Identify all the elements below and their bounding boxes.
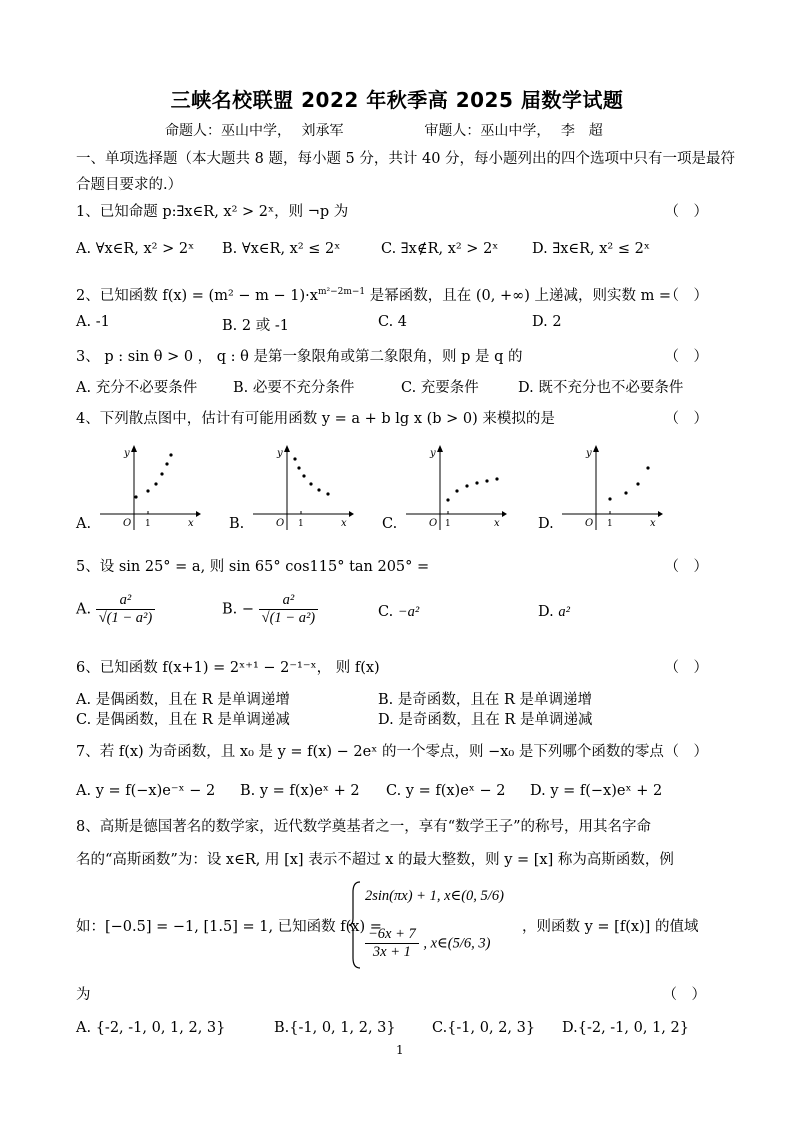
q2-stem-exponent: m²−2m−1 [317, 287, 366, 298]
q8-option-a: A. {-2, -1, 0, 1, 2, 3} [76, 1020, 226, 1036]
q3-paren: （ ） [664, 349, 708, 365]
q4-option-c: C. [382, 516, 398, 532]
q2-option-c: C. 4 [378, 314, 408, 330]
q4a-x-label: x [188, 518, 194, 529]
q5-option-a [76, 592, 155, 627]
q2-stem [76, 284, 671, 305]
q4-graph-c [402, 444, 507, 532]
page-number: 1 [396, 1043, 404, 1057]
q8-line3-a: 如：[−0.5] = −1, [1.5] = 1, 已知函数 f(x) = [76, 919, 382, 935]
q5-option-d-value: a² [558, 604, 570, 620]
q5-option-b-minus: − [241, 601, 255, 618]
q6-option-a: A. 是偶函数，且在 R 是单调递增 [76, 692, 290, 708]
q6-option-b: B. 是奇函数，且在 R 是单调递增 [378, 692, 593, 708]
q7-stem: 7、若 f(x) 为奇函数，且 x₀ 是 y = f(x) − 2eˣ 的一个零点，则 −x₀ 是下列哪个函数的零点 [76, 744, 664, 760]
q5-option-a-label: A. [76, 601, 92, 618]
q5-paren: （ ） [664, 559, 708, 575]
q2-paren: （ ） [664, 288, 708, 304]
q4d-y-label: y [586, 448, 592, 459]
q8-piece2-fraction [365, 926, 419, 961]
q5-option-d-label: D. [538, 604, 554, 620]
q5-option-a-fraction [96, 592, 156, 627]
q5-option-a-den: √(1 − a²) [98, 610, 153, 626]
q4c-x-label: x [494, 518, 500, 529]
q8-piece2-den: 3x + 1 [372, 944, 411, 960]
q4a-y-label: y [124, 448, 130, 459]
q1-option-d: D. ∃x∈R, x² ≤ 2ˣ [532, 241, 650, 257]
q4b-one: 1 [298, 519, 304, 529]
q4-option-a: A. [76, 516, 92, 532]
q8-line1: 8、高斯是德国著名的数学家，近代数学奠基者之一，享有“数学王子”的称号，用其名字命 [76, 819, 652, 835]
q4b-x-label: x [341, 518, 347, 529]
q8-brace [348, 880, 362, 974]
q4a-origin: O [123, 518, 132, 529]
q2-option-d: D. 2 [532, 314, 562, 330]
q1-option-a: A. ∀x∈R, x² > 2ˣ [76, 241, 195, 257]
q4d-one: 1 [607, 519, 613, 529]
q2-stem-a: 2、已知函数 f(x) = (m² − m − 1)·x [76, 288, 318, 304]
q6-paren: （ ） [664, 660, 708, 676]
q3-option-c: C. 充要条件 [401, 380, 479, 396]
q3-option-b: B. 必要不充分条件 [233, 380, 355, 396]
q4d-origin: O [585, 518, 594, 529]
q8-paren: （ ） [662, 987, 706, 1003]
q4c-one: 1 [445, 519, 451, 529]
setter-label: 命题人：巫山中学， [165, 123, 291, 139]
q5-option-b [222, 592, 318, 627]
page-title: 三峡名校联盟 2022 年秋季高 2025 届数学试题 [170, 88, 624, 112]
reviewer-name: 李 超 [560, 123, 603, 139]
q1-paren: （ ） [664, 204, 708, 220]
q4-stem: 4、下列散点图中，估计有可能用函数 y = a + b lg x (b > 0) 来模拟的是 [76, 411, 555, 427]
q7-option-a: A. y = f(−x)e⁻ˣ − 2 [76, 783, 216, 799]
q3-option-a: A. 充分不必要条件 [76, 380, 198, 396]
q5-option-b-num: a² [259, 592, 319, 610]
q5-option-b-fraction [259, 592, 319, 627]
q4b-y-label: y [277, 448, 283, 459]
q4d-x-label: x [650, 518, 656, 529]
section-heading: 一、单项选择题（本大题共 8 题，每小题 5 分，共计 40 分，每小题列出的四个选项中只有一项是最符合题目要求的.） [76, 151, 736, 193]
q5-option-a-num: a² [96, 592, 156, 610]
q5-option-b-label: B. [222, 601, 238, 618]
q4-option-d: D. [538, 516, 554, 532]
q8-piece1: 2sin(πx) + 1, x∈(0, 5/6) [365, 888, 504, 904]
q3-stem: 3、 p : sin θ > 0 ， q : θ 是第一象限角或第二象限角，则 p 是 q 的 [76, 349, 523, 365]
reviewer-label: 审题人：巫山中学， [424, 123, 551, 139]
q5-option-c-value: −a² [397, 604, 420, 620]
setter-name: 刘承军 [301, 123, 344, 139]
q1-option-c: C. ∃x∉R, x² > 2ˣ [381, 241, 499, 257]
q7-option-d: D. y = f(−x)eˣ + 2 [530, 783, 663, 799]
q8-option-b: B.{-1, 0, 1, 2, 3} [274, 1020, 396, 1036]
q4c-origin: O [429, 518, 438, 529]
q4b-origin: O [276, 518, 285, 529]
q5-stem: 5、设 sin 25° = a, 则 sin 65° cos115° tan 205° = [76, 559, 430, 575]
q2-stem-b: 是幂函数，且在 (0, +∞) 上递减，则实数 m = [365, 288, 672, 304]
q6-option-c: C. 是偶函数，且在 R 是单调递减 [76, 712, 290, 728]
q5-option-b-den: √(1 − a²) [261, 610, 316, 626]
q7-option-c: C. y = f(x)eˣ − 2 [386, 783, 506, 799]
q8-line3-b: ，则函数 y = [f(x)] 的值域 [522, 919, 699, 935]
q7-paren: （ ） [664, 744, 708, 760]
q8-line2: 名的“高斯函数”为：设 x∈R, 用 [x] 表示不超过 x 的最大整数，则 y = [x] 称为高斯函数，例 [76, 852, 674, 868]
q4-graph-d [558, 444, 663, 532]
q4-paren: （ ） [664, 411, 708, 427]
q4-graph-b [249, 444, 354, 532]
q7-option-b: B. y = f(x)eˣ + 2 [240, 783, 360, 799]
q8-option-d: D.{-2, -1, 0, 1, 2} [562, 1020, 689, 1036]
q6-stem: 6、已知函数 f(x+1) = 2ˣ⁺¹ − 2⁻¹⁻ˣ， 则 f(x) [76, 660, 380, 676]
q4-option-b: B. [229, 516, 245, 532]
q8-option-c: C.{-1, 0, 2, 3} [432, 1020, 536, 1036]
authors-line [165, 120, 609, 140]
q2-option-a: A. -1 [76, 314, 110, 330]
q5-option-c [378, 604, 419, 621]
q5-option-c-label: C. [378, 604, 394, 620]
q4c-y-label: y [430, 448, 436, 459]
q5-option-d [538, 604, 570, 621]
q2-option-b: B. 2 或 -1 [222, 318, 289, 334]
q1-option-b: B. ∀x∈R, x² ≤ 2ˣ [222, 241, 341, 257]
q4-graph-a [96, 444, 201, 532]
q3-option-d: D. 既不充分也不必要条件 [518, 380, 684, 396]
q8-piece2 [365, 926, 490, 961]
q8-line4: 为 [76, 987, 91, 1003]
q6-option-d: D. 是奇函数，且在 R 是单调递减 [378, 712, 593, 728]
q8-piece2-num: −6x + 7 [365, 926, 419, 944]
q8-piece2-domain: , x∈(5/6, 3) [423, 935, 491, 952]
q4a-one: 1 [145, 519, 151, 529]
q1-stem: 1、已知命题 p:∃x∈R, x² > 2ˣ，则 ¬p 为 [76, 204, 349, 220]
